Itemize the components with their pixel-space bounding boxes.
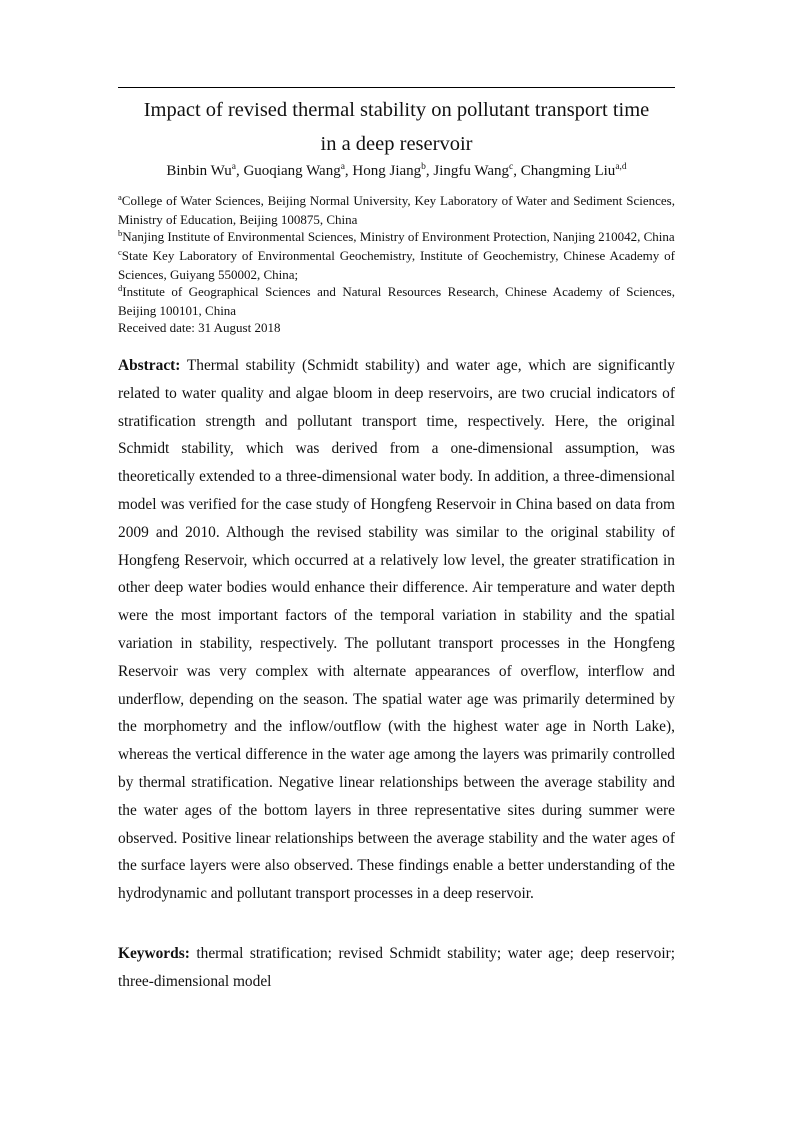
author: Hong Jiang$^b$,	[352, 162, 434, 179]
abstract-label: Abstract:	[118, 357, 181, 374]
paper-title-line-1: Impact of revised thermal stability on pollutant transport time	[143, 99, 650, 121]
affiliation: $^d$Institute of Geographical Sciences and Natural Resources Research, Chinese Academy of Sciences, Beijing 100101, China	[118, 283, 675, 318]
author-list	[118, 160, 675, 184]
author: Changming Liu$^{a,d}$	[520, 162, 627, 179]
received-date: Received date: 31 August 2018	[118, 320, 281, 335]
affiliation: $^a$College of Water Sciences, Beijing Normal University, Key Laboratory of Water and Sediment Sciences, Ministry of Education, Beijing 100875, China	[118, 192, 675, 227]
paper-title-line-2: in a deep reservoir	[320, 133, 473, 155]
abstract-text: Thermal stability (Schmidt stability) and water age, which are significantly related to water quality and algae bloom in deep reservoirs, are two crucial indicators of stratification strength and pollutant transport time, respectively. Here, the original Schmidt stability, which was derived from a one-dimensional assumption, was theoretically extended to a three-dimensional water body. In addition, a three-dimensional model was verified for the case study of Hongfeng Reservoir in China based on data from 2009 and 2010. Although the revised stability was similar to the original stability of Hongfeng Reservoir, which occurred at a relatively low level, the greater stratification in other deep water bodies would enhance their difference. Air temperature and water depth were the most important factors of the temporal variation in stability and the spatial variation in stability, respectively. The pollutant transport processes in the Hongfeng Reservoir was very complex with alternate appearances of overflow, interflow and underflow, depending on the season. The spatial water age was primarily determined by the morphometry and the inflow/outflow (with the highest water age in North Lake), whereas the vertical difference in the water age among the layers was primarily controlled by thermal stratification. Negative linear relationships between the average stability and the water ages of the bottom layers in three representative sites during summer were observed. Positive linear relationships between the average stability and the water ages of the surface layers were also observed. These findings enable a better understanding of the hydrodynamic and pollutant transport processes in a deep reservoir.	[118, 357, 675, 903]
header-rule	[118, 87, 675, 88]
affiliation-list	[118, 192, 675, 336]
author: Jingfu Wang$^c$,	[433, 162, 521, 179]
affiliation: $^b$Nanjing Institute of Environmental Sciences, Ministry of Environment Protection, Nanjing 210042, China	[118, 228, 675, 244]
abstract	[118, 352, 675, 908]
keywords-text: thermal stratification; revised Schmidt stability; water age; deep reservoir; three-dimensional model	[118, 945, 675, 990]
keywords	[118, 940, 675, 996]
affiliation: $^c$State Key Laboratory of Environmental Geochemistry, Institute of Geochemistry, Chinese Academy of Sciences, Guiyang 550002, China;	[118, 247, 675, 282]
keywords-label: Keywords:	[118, 945, 190, 962]
author: Binbin Wu$^a$,	[166, 162, 244, 179]
author: Guoqiang Wang$^a$,	[243, 162, 353, 179]
